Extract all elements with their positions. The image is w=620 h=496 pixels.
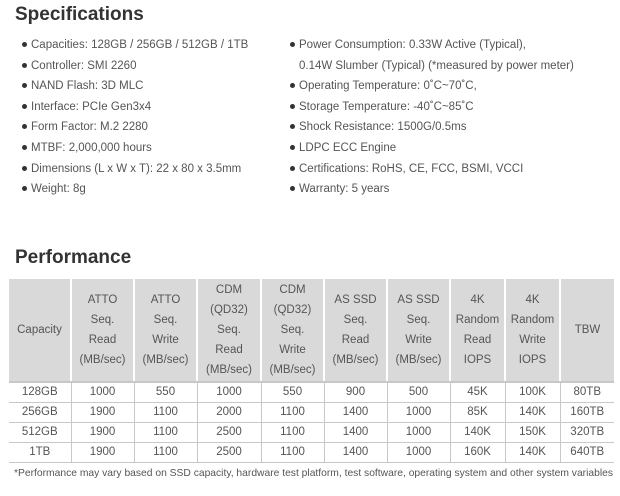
spec-item: [299, 162, 523, 176]
column-header-line: 4K: [470, 294, 485, 306]
spec-text: Interface: PCIe Gen3x4: [31, 101, 152, 113]
spec-item: [31, 162, 241, 176]
spec-item: [299, 79, 477, 93]
value-cell: 140K: [450, 423, 505, 443]
column-header-line: Seq.: [406, 314, 431, 326]
column-header-line: (MB/sec): [206, 364, 252, 376]
table-header-row: [9, 278, 614, 382]
value-cell: 1000: [387, 423, 450, 443]
column-header-line: Read: [88, 334, 117, 346]
value-cell: 2500: [197, 423, 261, 443]
performance-title: Performance: [15, 247, 132, 268]
value-cell: 900: [324, 382, 387, 403]
spec-item: [31, 38, 248, 52]
column-header: [387, 278, 450, 382]
column-header: [134, 278, 197, 382]
spec-text: Weight: 8g: [31, 183, 86, 195]
column-header-line: AS SSD: [334, 294, 377, 306]
column-header-line: Seq.: [280, 324, 305, 336]
column-header-line: Seq.: [90, 314, 115, 326]
column-header-line: (QD32): [273, 304, 312, 316]
column-header-line: Write: [152, 334, 179, 346]
spec-item: [31, 120, 148, 134]
column-header-line: Random: [455, 314, 500, 326]
column-header-line: (MB/sec): [79, 354, 126, 366]
column-header-line: Write: [279, 344, 306, 356]
spec-item: [31, 79, 143, 93]
spec-item: [31, 182, 86, 196]
column-header-line: AS SSD: [397, 294, 440, 306]
spec-item: [299, 182, 389, 196]
value-cell: 2000: [197, 403, 261, 423]
column-header: [197, 278, 261, 382]
value-cell: 140K: [505, 443, 560, 463]
column-header-line: IOPS: [463, 354, 492, 366]
column-header-line: TBW: [574, 324, 601, 336]
spec-item: [299, 59, 574, 73]
value-cell: 160TB: [560, 403, 614, 423]
column-header-line: ATTO: [87, 294, 118, 306]
column-header: [9, 278, 71, 382]
column-header-line: Read: [463, 334, 492, 346]
column-header-line: Read: [215, 344, 243, 356]
spec-item: [299, 120, 466, 134]
spec-text: Controller: SMI 2260: [31, 60, 137, 72]
value-cell: 1900: [71, 423, 134, 443]
capacity-cell: 1TB: [9, 443, 71, 463]
value-cell: 550: [261, 382, 324, 403]
capacity-cell: 256GB: [9, 403, 71, 423]
spec-item: [31, 59, 136, 73]
bullet-icon: [22, 124, 27, 129]
spec-text: NAND Flash: 3D MLC: [31, 80, 144, 92]
value-cell: 140K: [505, 403, 560, 423]
column-header-line: (MB/sec): [332, 354, 379, 366]
performance-table: [9, 277, 614, 463]
value-cell: 150K: [505, 423, 560, 443]
bullet-icon: [22, 63, 27, 68]
value-cell: 2500: [197, 443, 261, 463]
spec-text: Storage Temperature: -40˚C~85˚C: [299, 101, 474, 113]
bullet-icon: [290, 145, 295, 150]
column-header: [450, 278, 505, 382]
value-cell: 1900: [71, 403, 134, 423]
column-header-line: Read: [341, 334, 370, 346]
spec-text: LDPC ECC Engine: [299, 142, 397, 154]
value-cell: 100K: [505, 382, 560, 403]
column-header-line: (MB/sec): [142, 354, 189, 366]
value-cell: 1000: [387, 403, 450, 423]
value-cell: 80TB: [560, 382, 614, 403]
bullet-icon: [290, 104, 295, 109]
column-header-line: (QD32): [210, 304, 248, 316]
spec-item: [31, 100, 151, 114]
specifications-title: Specifications: [15, 4, 144, 25]
table-row: [9, 403, 614, 423]
value-cell: 1100: [134, 423, 197, 443]
spec-text: Warranty: 5 years: [299, 183, 390, 195]
table-row: [9, 382, 614, 403]
spec-text: MTBF: 2,000,000 hours: [31, 142, 152, 154]
bullet-icon: [290, 186, 295, 191]
spec-text: Shock Resistance: 1500G/0.5ms: [299, 121, 467, 133]
column-header-line: Write: [519, 334, 546, 346]
bullet-icon: [22, 104, 27, 109]
table-row: [9, 443, 614, 463]
column-header-line: Seq.: [343, 314, 368, 326]
value-cell: 1900: [71, 443, 134, 463]
spec-text: Certifications: RoHS, CE, FCC, BSMI, VCCI: [299, 163, 524, 175]
spec-text: Dimensions (L x W x T): 22 x 80 x 3.5mm: [31, 163, 242, 175]
performance-footnote: *Performance may vary based on SSD capacity, hardware test platform, test software, operating system and other system variables: [14, 468, 614, 479]
value-cell: 1400: [324, 403, 387, 423]
bullet-icon: [290, 42, 295, 47]
value-cell: 1400: [324, 423, 387, 443]
column-header-line: 4K: [525, 294, 540, 306]
spec-item: [31, 141, 152, 155]
spec-item: [299, 100, 474, 114]
value-cell: 1400: [324, 443, 387, 463]
spec-text: Form Factor: M.2 2280: [31, 121, 148, 133]
spec-item: [299, 141, 396, 155]
column-header-line: Seq.: [153, 314, 178, 326]
value-cell: 550: [134, 382, 197, 403]
column-header-line: Random: [510, 314, 555, 326]
value-cell: 1000: [197, 382, 261, 403]
bullet-icon: [22, 83, 27, 88]
value-cell: 160K: [450, 443, 505, 463]
column-header-line: Seq.: [217, 324, 241, 336]
spec-text: Capacities: 128GB / 256GB / 512GB / 1TB: [31, 39, 249, 51]
value-cell: 1000: [71, 382, 134, 403]
value-cell: 1000: [387, 443, 450, 463]
column-header: [560, 278, 614, 382]
bullet-icon: [290, 124, 295, 129]
value-cell: 500: [387, 382, 450, 403]
value-cell: 45K: [450, 382, 505, 403]
bullet-icon: [290, 83, 295, 88]
value-cell: 320TB: [560, 423, 614, 443]
column-header: [261, 278, 324, 382]
spec-text: Power Consumption: 0.33W Active (Typical),: [299, 39, 526, 51]
spec-item: [299, 38, 526, 52]
column-header-line: ATTO: [150, 294, 181, 306]
column-header-line: Write: [405, 334, 432, 346]
column-header-line: CDM: [279, 284, 306, 296]
value-cell: 1100: [134, 403, 197, 423]
column-header-line: Capacity: [17, 324, 62, 336]
table-row: [9, 423, 614, 443]
spec-text: Operating Temperature: 0˚C~70˚C,: [299, 80, 477, 92]
value-cell: 640TB: [560, 443, 614, 463]
column-header-line: CDM: [215, 284, 243, 296]
bullet-icon: [22, 166, 27, 171]
column-header: [71, 278, 134, 382]
value-cell: 1100: [261, 423, 324, 443]
value-cell: 85K: [450, 403, 505, 423]
bullet-icon: [22, 42, 27, 47]
bullet-icon: [290, 166, 295, 171]
value-cell: 1100: [261, 403, 324, 423]
bullet-icon: [22, 145, 27, 150]
column-header-line: (MB/sec): [269, 364, 316, 376]
capacity-cell: 512GB: [9, 423, 71, 443]
capacity-cell: 128GB: [9, 382, 71, 403]
spec-text: 0.14W Slumber (Typical) (*measured by power meter): [299, 60, 574, 72]
column-header-line: (MB/sec): [395, 354, 442, 366]
column-header: [324, 278, 387, 382]
column-header: [505, 278, 560, 382]
column-header-line: IOPS: [518, 354, 547, 366]
value-cell: 1100: [261, 443, 324, 463]
value-cell: 1100: [134, 443, 197, 463]
bullet-icon: [22, 186, 27, 191]
